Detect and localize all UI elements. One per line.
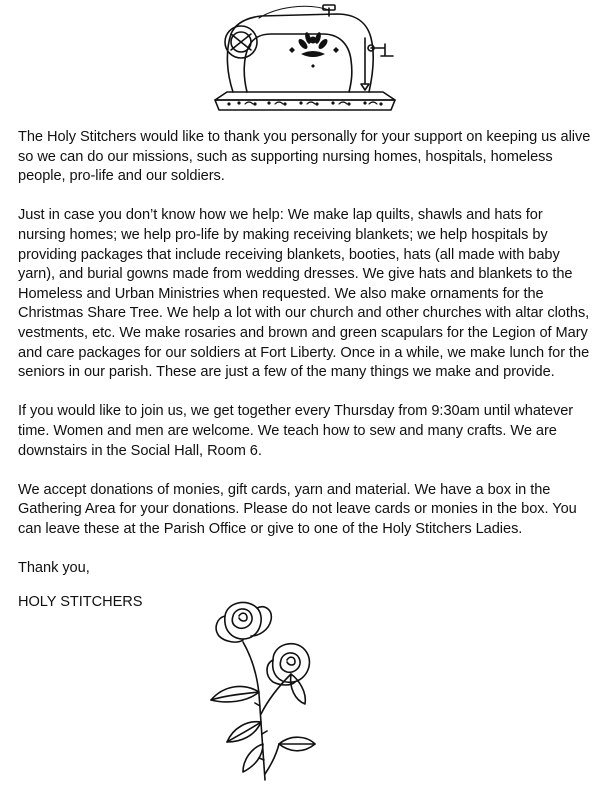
letter-body <box>18 128 594 626</box>
paragraph-thanks: The Holy Stitchers would like to thank you personally for your support on keeping us alive so we can do our missions, such as supporting nursing homes, hospitals, homeless people, pro-life and our soldiers. <box>18 129 591 185</box>
roses-icon <box>203 594 321 784</box>
sewing-machine-icon <box>205 4 405 112</box>
paragraph-join-us: If you would like to join us, we get together every Thursday from 9:30am until whatever time. Women and men are welcome. We teach how to sew and many crafts. We are downstairs in the Social Hall, Room 6. <box>18 403 574 459</box>
closing-text: Thank you, <box>18 560 90 577</box>
paragraph-donations: We accept donations of monies, gift cards, yarn and material. We have a box in the Gathering Area for your donations. Please do not leave cards or monies in the box. You can leave these at the Parish Office or give to one of the Holy Stitchers Ladies. <box>18 481 577 537</box>
signature-text: HOLY STITCHERS <box>18 593 143 610</box>
paragraph-how-we-help: Just in case you don’t know how we help: We make lap quilts, shawls and hats for nursing homes; we help pro-life by making receiving blankets; we help hospitals by providing packages that include receiving blankets, booties, hats (all made with baby yarn), and burial gowns made from wedding dresses. We give hats and blankets to the Homeless and Urban Ministries when requested. We also make ornaments for the Christmas Share Tree. We help a lot with our church and other churches with altar cloths, vestments, etc. We make rosaries and brown and green scapulars for the Legion of Mary and care packages for our soldiers at Fort Liberty. Once in a while, we make lunch for the seniors in our parish. These are just a few of the many things we make and provide. <box>18 207 590 381</box>
